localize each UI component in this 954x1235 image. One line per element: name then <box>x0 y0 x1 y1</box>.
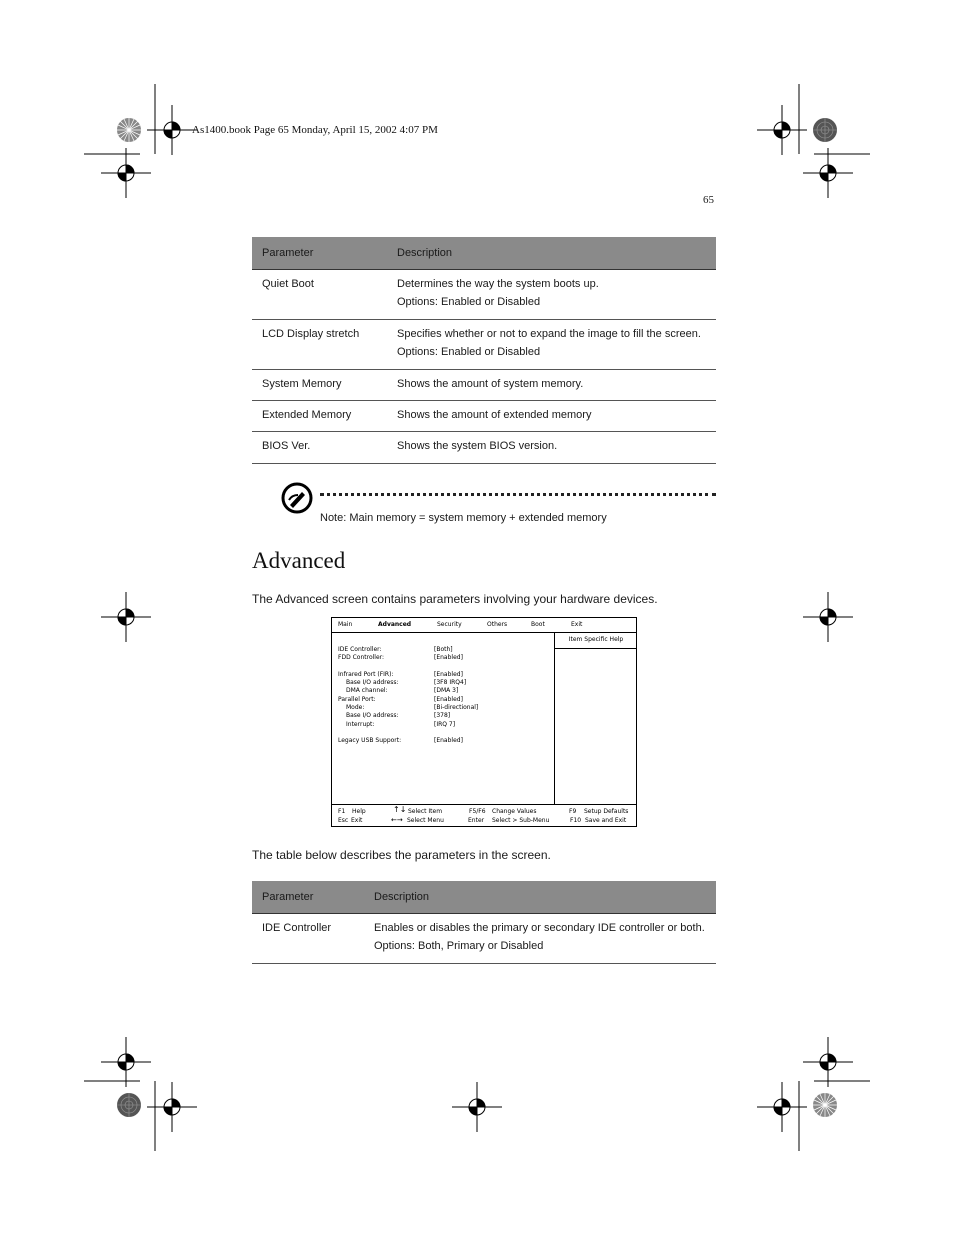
bios-setting-label: Infrared Port (FIR): <box>338 670 394 678</box>
bios-setting-row[interactable] <box>338 671 548 679</box>
table-row <box>252 914 716 964</box>
bios-setting-value[interactable]: [378] <box>434 712 451 720</box>
desc-line: Specifies whether or not to expand the image to fill the screen. <box>397 328 701 340</box>
bios-menu-advanced[interactable]: Advanced <box>378 621 412 628</box>
f10-label: Save and Exit <box>585 817 627 824</box>
bios-menu-bar <box>332 618 636 633</box>
registration-crosshair-icon <box>803 1037 853 1087</box>
bios-setting-label: Legacy USB Support: <box>338 737 402 745</box>
bios-setting-label: Base I/O address: <box>346 712 399 720</box>
param-cell: Extended Memory <box>262 409 352 421</box>
table-header <box>252 881 716 914</box>
starburst-target-icon <box>812 1092 838 1118</box>
bios-setting-row[interactable] <box>338 712 548 720</box>
table-intro: The table below describes the parameters in the screen. <box>252 848 551 862</box>
f9-label: Setup Defaults <box>584 808 629 815</box>
bios-menu-boot[interactable]: Boot <box>531 621 545 628</box>
desc-line: Options: Enabled or Disabled <box>397 296 541 308</box>
bios-setting-row[interactable] <box>338 646 548 654</box>
table-row <box>252 370 716 401</box>
param-cell: Quiet Boot <box>262 278 314 290</box>
bios-setting-label: Mode: <box>346 704 365 712</box>
bios-setting-value[interactable]: [3F8 IRQ4] <box>434 679 467 687</box>
bios-help-panel <box>554 632 637 804</box>
registration-crosshair-icon <box>101 1037 151 1087</box>
parameter-table-2 <box>252 881 716 964</box>
header-parameter: Parameter <box>262 891 314 903</box>
bios-blank-row <box>338 729 548 737</box>
f5f6-key: F5/F6 <box>469 808 486 815</box>
param-cell: System Memory <box>262 378 342 390</box>
bios-setting-value[interactable]: [IRQ 7] <box>434 720 456 728</box>
bios-setting-row[interactable] <box>338 687 548 695</box>
f10-key: F10 <box>570 817 582 824</box>
bios-setting-label: FDD Controller: <box>338 654 385 662</box>
bios-setting-row[interactable] <box>338 654 548 662</box>
header-parameter: Parameter <box>262 247 314 259</box>
parameter-table-1 <box>252 237 716 464</box>
desc-line: Options: Enabled or Disabled <box>397 346 541 358</box>
print-header: As1400.book Page 65 Monday, April 15, 2002 4:07 PM <box>192 124 438 136</box>
table-row <box>252 432 716 464</box>
enter-key: Enter <box>468 817 485 824</box>
note-pen-icon <box>280 481 314 520</box>
param-cell: LCD Display stretch <box>262 328 360 340</box>
table-header <box>252 237 716 270</box>
desc-line: Options: Both, Primary or Disabled <box>374 940 544 952</box>
bios-setting-row[interactable] <box>338 721 548 729</box>
note-text: Note: Main memory = system memory + extended memory <box>320 512 607 524</box>
header-description: Description <box>397 247 453 259</box>
bios-setting-value[interactable]: [Both] <box>434 646 453 653</box>
starburst-target-icon <box>116 1092 142 1118</box>
bios-setting-value[interactable]: [Enabled] <box>434 654 463 662</box>
bios-advanced-screen <box>331 617 637 827</box>
table-row <box>252 401 716 432</box>
bios-setting-value[interactable]: [Enabled] <box>434 737 463 745</box>
registration-crosshair-icon <box>101 148 151 198</box>
registration-crosshair-icon <box>452 1082 502 1132</box>
table-row <box>252 270 716 320</box>
section-heading: Advanced <box>252 548 346 573</box>
desc-line: Shows the system BIOS version. <box>397 440 558 452</box>
bios-setting-value[interactable]: [DMA 3] <box>434 687 459 695</box>
leftright-label: Select Menu <box>407 817 444 824</box>
bios-menu-exit[interactable]: Exit <box>571 621 583 628</box>
registration-crosshair-icon <box>147 1082 197 1132</box>
table-row <box>252 320 716 370</box>
registration-crosshair-icon <box>101 592 151 642</box>
esc-key: Esc <box>338 817 349 824</box>
enter-label: Select > Sub-Menu <box>492 817 550 824</box>
starburst-target-icon <box>116 117 142 143</box>
left-right-arrows-icon: ←→ <box>391 816 403 824</box>
desc-line: Shows the amount of system memory. <box>397 378 584 390</box>
bios-setting-label: DMA channel: <box>346 687 388 695</box>
bios-setting-value[interactable]: [Bi-directional] <box>434 704 479 712</box>
f9-key: F9 <box>569 808 577 815</box>
page-number: 65 <box>703 194 714 206</box>
bios-setting-row[interactable] <box>338 696 548 704</box>
bios-setting-label: Parallel Port: <box>338 695 376 703</box>
bios-menu-main[interactable]: Main <box>338 621 353 628</box>
desc-line: Enables or disables the primary or secondary IDE controller or both. <box>374 922 705 934</box>
note-divider <box>320 493 716 496</box>
header-description: Description <box>374 891 430 903</box>
bios-key-legend <box>332 804 636 827</box>
bios-setting-label: IDE Controller: <box>338 646 382 653</box>
esc-label: Exit <box>351 817 363 824</box>
desc-line: Determines the way the system boots up. <box>397 278 599 290</box>
bios-setting-row[interactable] <box>338 704 548 712</box>
bios-setting-row[interactable] <box>338 737 548 745</box>
desc-line: Shows the amount of extended memory <box>397 409 592 421</box>
registration-crosshair-icon <box>757 105 807 155</box>
f1-key: F1 <box>338 808 346 815</box>
bios-help-title: Item Specific Help <box>555 632 637 649</box>
registration-crosshair-icon <box>803 148 853 198</box>
bios-menu-others[interactable]: Others <box>487 621 508 628</box>
bios-menu-security[interactable]: Security <box>437 621 462 628</box>
starburst-target-icon <box>812 117 838 143</box>
param-cell: IDE Controller <box>262 922 332 934</box>
registration-crosshair-icon <box>147 105 197 155</box>
registration-crosshair-icon <box>803 592 853 642</box>
updown-label: Select Item <box>408 808 443 815</box>
bios-blank-row <box>338 663 548 671</box>
bios-settings-list <box>338 646 548 746</box>
param-cell: BIOS Ver. <box>262 440 311 452</box>
up-down-arrows-icon: ↑↓ <box>393 805 407 814</box>
f1-label: Help <box>352 808 366 815</box>
f5f6-label: Change Values <box>492 808 537 815</box>
bios-setting-label: Base I/O address: <box>346 679 399 687</box>
bios-setting-value[interactable]: [Enabled] <box>434 695 463 703</box>
bios-setting-value[interactable]: [Enabled] <box>434 670 463 678</box>
registration-crosshair-icon <box>757 1082 807 1132</box>
bios-setting-row[interactable] <box>338 679 548 687</box>
bios-setting-label: Interrupt: <box>346 720 375 728</box>
intro-paragraph: The Advanced screen contains parameters involving your hardware devices. <box>252 592 658 606</box>
